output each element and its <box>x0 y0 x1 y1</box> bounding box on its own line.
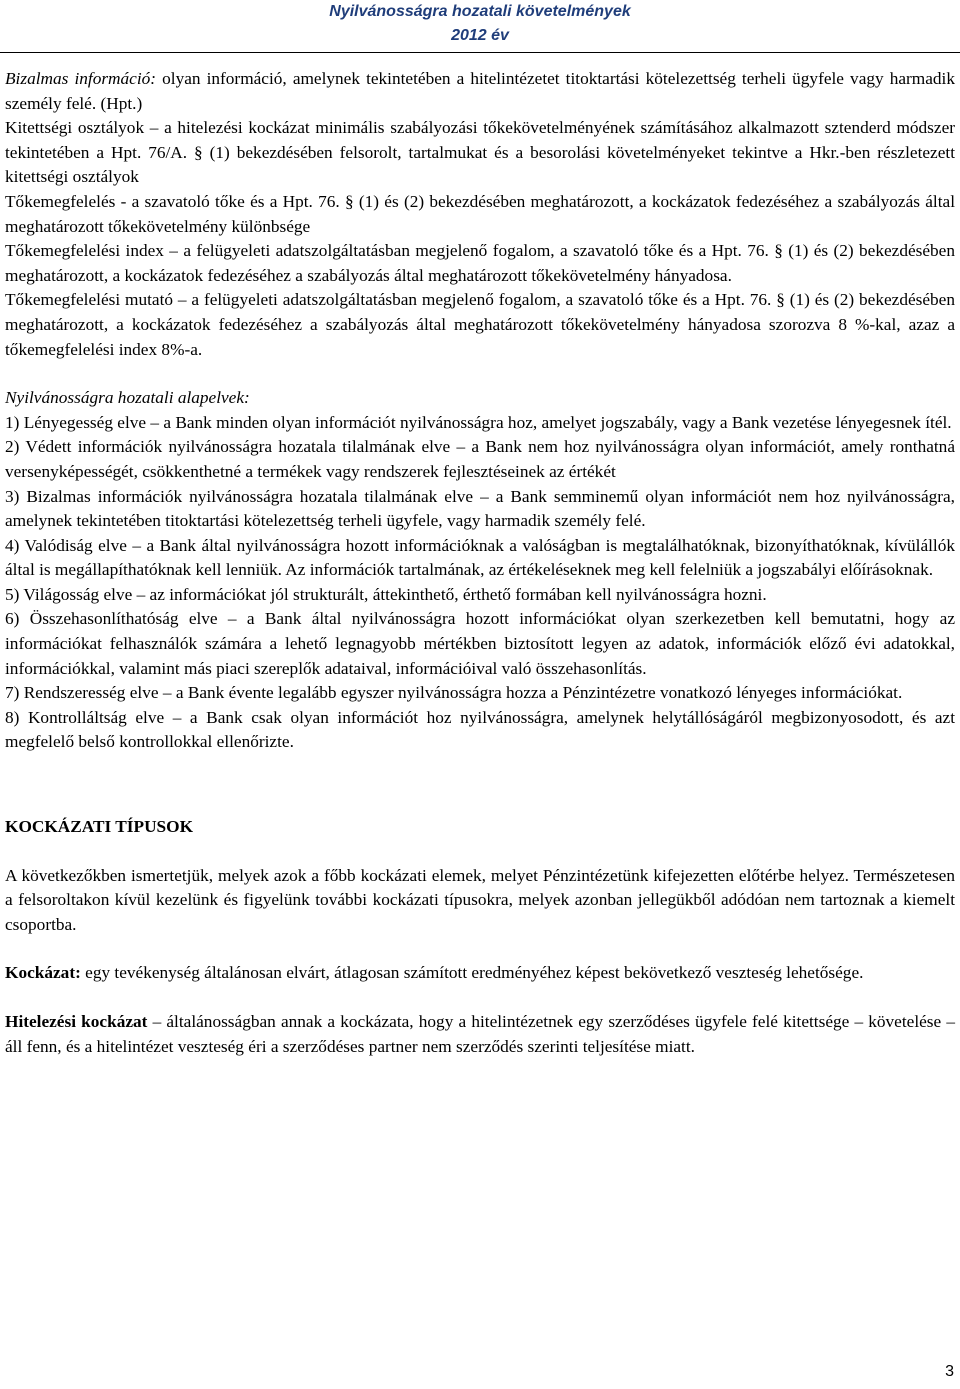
spacer <box>5 986 955 1010</box>
principle-item: 8) Kontrolláltság elve – a Bank csak olyan információt hoz nyilvánosságra, amelynek helytállóságáról megbizonyosodott, és azt megfelelő belső kontrollokkal ellenőrizte. <box>5 707 955 752</box>
page-number: 3 <box>945 1363 954 1380</box>
definition-tokemegfeleles: Tőkemegfelelés - a szavatoló tőke és a Hpt. 76. § (1) és (2) bekezdésében meghatározott, a kockázatok fedezéséhez a szabályozás által meghatározott tőkekövetelmény különbsége <box>5 191 955 236</box>
spacer <box>5 755 955 815</box>
principles-title: Nyilvánosságra hozatali alapelvek: <box>5 388 250 408</box>
principle-item: 6) Összehasonlíthatóság elve – a Bank által nyilvánosságra hozott információkat olyan szerkezetben kell bemutatni, hogy az információkat felhasználók számára a lehető legnagyobb mértékben biztosított legyen az adatok, információk előző évi adatokkal, információkkal, valamint más piaci szereplők adataival, információival való összehasonlítás. <box>5 609 955 678</box>
definition-hitelezesi <box>5 1010 955 1059</box>
definition-kitettsegi: Kitettségi osztályok – a hitelezési kockázat minimális szabályozási tőkekövetelményének számításához alkalmazott sztenderd módszer tekintetében a Hpt. 76/A. § (1) bekezdésében felsorolt, tartalmukat és a besorolási követelményeket tekintve a Hkr.-ben részletezett kitettségi osztályok <box>5 118 955 187</box>
document-body <box>5 67 955 1059</box>
definition-tokemegfelelesi-mutato: Tőkemegfelelési mutató – a felügyeleti adatszolgáltatásban megjelenő fogalom, a szavatoló tőke és a Hpt. 76. § (1) és (2) bekezdésében meghatározott, a kockázatok fedezéséhez a szabályozás által meghatározott tőkekövetelmény hányadosa szorozva 8 %-kal, azaz a tőkemegfelelési index 8%-a. <box>5 290 955 359</box>
header-year: 2012 év <box>451 27 509 44</box>
definition-kockazat <box>5 961 955 986</box>
definition-text: – általánosságban annak a kockázata, hogy a hitelintézetnek egy szerződéses ügyfele felé kitettsége – követelése – áll fenn, és a hitelintézet veszteség éri a szerződéses partner nem szerződés szerinti teljesítése miatt. <box>5 1012 955 1056</box>
risk-intro: A következőkben ismertetjük, melyek azok a főbb kockázati elemek, melyet Pénzintézetünk kifejezetten előtérbe helyez. Természetesen a felsoroltakon kívül kezelünk és figyelünk további kockázati típusokra, melyek azonban jellegükből adódóan nem tartoznak a kiemelt csoportba. <box>5 865 955 934</box>
definition-text: olyan információ, amelynek tekintetében a hitelintézetet titoktartási kötelezettség terheli ügyfele vagy harmadik személy felé. (Hpt.) <box>5 69 955 113</box>
header-title: Nyilvánosságra hozatali követelmények <box>329 3 631 20</box>
principle-item: 4) Valódiság elve – a Bank által nyilvánosságra hozott információknak a valóságban is megtalálhatóknak, bizonyíthatóknak, kívülállók által is megállapíthatóknak kell lenniük. Az információk tartalmának, az értékeléseknek meg kell felelniük a jogszabályi előírásoknak. <box>5 535 955 580</box>
principle-item: 7) Rendszeresség elve – a Bank évente legalább egyszer nyilvánosságra hozza a Pénzintézetre vonatkozó lényeges információkat. <box>5 683 903 703</box>
spacer <box>5 362 955 386</box>
definition-term: Bizalmas információ: <box>5 69 157 88</box>
definition-text: egy tevékenység általánosan elvárt, átlagosan számított eredményéhez képest bekövetkező veszteség lehetősége. <box>80 963 864 983</box>
principle-item: 2) Védett információk nyilvánosságra hozatala tilalmának elve – a Bank nem hoz nyilvánosságra olyan információt, amely ronthatná versenyképességét, csökkenthetné a termékek vagy rendszerek fejlesztéseinek az értékét <box>5 437 955 481</box>
definition-term: Hitelezési kockázat <box>5 1012 148 1031</box>
section-heading: KOCKÁZATI TÍPUSOK <box>5 817 194 837</box>
definition-tokemegfelelesi-index: Tőkemegfelelési index – a felügyeleti adatszolgáltatásban megjelenő fogalom, a szavatoló tőke és a Hpt. 76. § (1) és (2) bekezdésében meghatározott, a kockázatok fedezéséhez a szabályozás által meghatározott tőkekövetelmény hányadosa. <box>5 241 955 285</box>
principle-item: 1) Lényegesség elve – a Bank minden olyan információt nyilvánosságra hoz, amelyet jogszabály, vagy a Bank vezetése lényegesnek ítél. <box>5 412 952 432</box>
page-header <box>0 0 960 53</box>
definition-bizalmas <box>5 67 955 116</box>
spacer <box>5 840 955 864</box>
principle-item: 3) Bizalmas információk nyilvánosságra hozatala tilalmának elve – a Bank semminemű olyan információt nem hoz nyilvánosságra, amelynek tekintetében titoktartási kötelezettség terheli ügyfele, vagy harmadik személy felé. <box>5 486 955 531</box>
definition-term: Kockázat: <box>5 963 81 983</box>
spacer <box>5 937 955 961</box>
principle-item: 5) Világosság elve – az információkat jól strukturált, áttekinthető, érthető formában kell nyilvánosságra hozni. <box>5 584 767 604</box>
